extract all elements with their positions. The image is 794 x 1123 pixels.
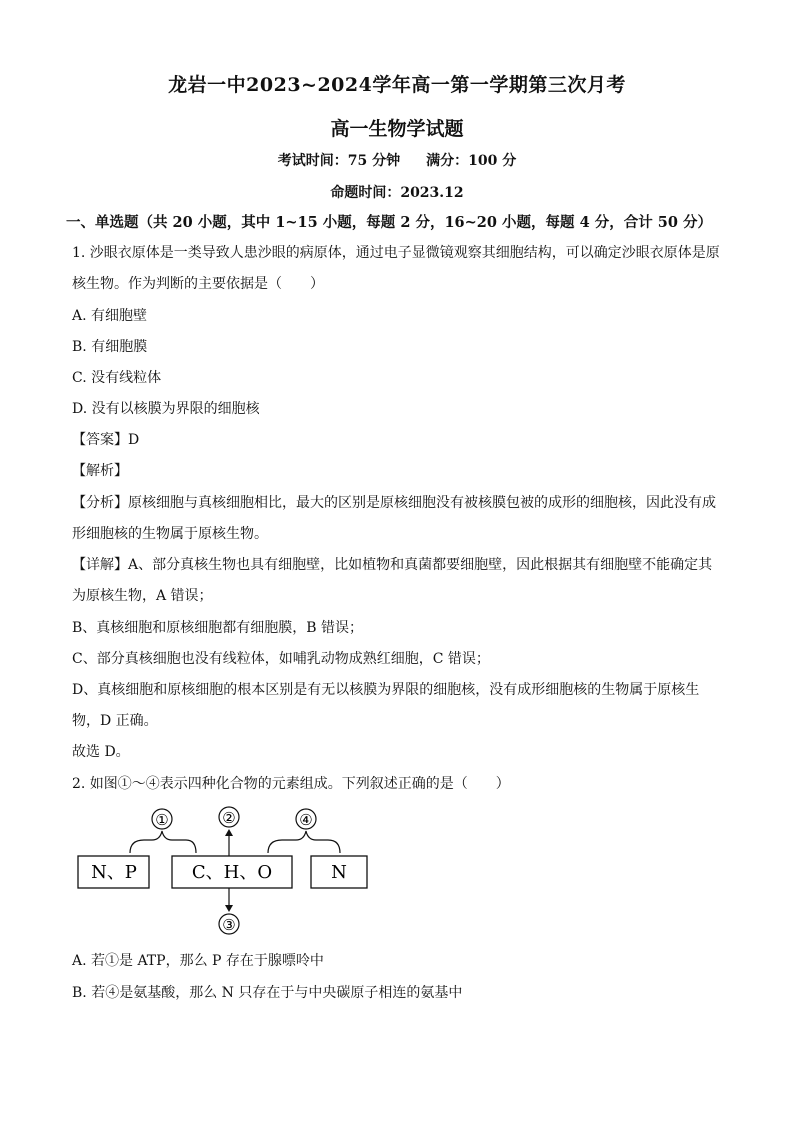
full-score: 满分：100 分 [426, 153, 517, 169]
exam-time: 考试时间：75 分钟 [277, 153, 401, 169]
q1-option-c: C. 没有线粒体 [72, 370, 162, 386]
exam-meta [0, 150, 794, 170]
q1-stem-line2: 核生物。作为判断的主要依据是（ ） [72, 276, 324, 292]
q1-analysis-line2: 形细胞核的生物属于原核生物。 [72, 526, 268, 542]
q1-analysis-tag: 【解析】 [72, 463, 128, 479]
exam-subtitle: 高一生物学试题 [330, 118, 464, 140]
element-composition-diagram [70, 800, 380, 940]
q1-detail-line6: 物，D 正确。 [72, 713, 158, 729]
q2-option-a: A. 若①是 ATP，那么 P 存在于腺嘌呤中 [72, 953, 324, 969]
label-3: ③ [222, 916, 236, 934]
q1-answer: 【答案】D [72, 432, 140, 448]
label-1: ① [155, 811, 169, 829]
arrow-down-head [225, 905, 233, 912]
q2-option-b: B. 若④是氨基酸，那么 N 只存在于与中央碳原子相连的氨基中 [72, 985, 463, 1001]
made-time: 命题时间：2023.12 [330, 185, 464, 201]
q1-option-a: A. 有细胞壁 [72, 308, 148, 324]
box-np-label: N、P [91, 862, 137, 883]
box-n-label: N [331, 862, 347, 883]
q1-stem-line1: 1. 沙眼衣原体是一类导致人患沙眼的病原体，通过电子显微镜观察其细胞结构，可以确定沙眼衣原体是原 [72, 245, 720, 261]
box-cho-label: C、H、O [191, 862, 273, 883]
q1-detail-line5: D、真核细胞和原核细胞的根本区别是有无以核膜为界限的细胞核，没有成形细胞核的生物属于原核生 [72, 682, 700, 698]
arrow-up-head [225, 829, 233, 836]
q1-conclusion: 故选 D。 [72, 744, 130, 760]
section-heading: 一、单选题（共 20 小题，其中 1~15 小题，每题 2 分，16~20 小题，每题 4 分，合计 50 分） [66, 214, 712, 231]
brace-4 [268, 831, 340, 853]
q1-option-b: B. 有细胞膜 [72, 339, 148, 355]
q1-detail-line4: C、部分真核细胞也没有线粒体，如哺乳动物成熟红细胞，C 错误； [72, 651, 490, 667]
q1-analysis-line1: 【分析】原核细胞与真核细胞相比，最大的区别是原核细胞没有被核膜包被的成形的细胞核，因此没有成 [72, 495, 716, 511]
label-2: ② [222, 809, 236, 827]
q1-detail-line1: 【详解】A、部分真核生物也具有细胞壁，比如植物和真菌都要细胞壁，因此根据其有细胞壁不能确定其 [72, 557, 713, 573]
q1-option-d: D. 没有以核膜为界限的细胞核 [72, 401, 260, 417]
brace-1 [130, 831, 196, 853]
exam-title: 龙岩一中2023~2024学年高一第一学期第三次月考 [168, 74, 626, 96]
q1-detail-line2: 为原核生物，A 错误； [72, 588, 213, 604]
q1-detail-line3: B、真核细胞和原核细胞都有细胞膜，B 错误； [72, 620, 364, 636]
q2-stem: 2. 如图①～④表示四种化合物的元素组成。下列叙述正确的是（ ） [72, 776, 510, 792]
label-4: ④ [299, 811, 313, 829]
